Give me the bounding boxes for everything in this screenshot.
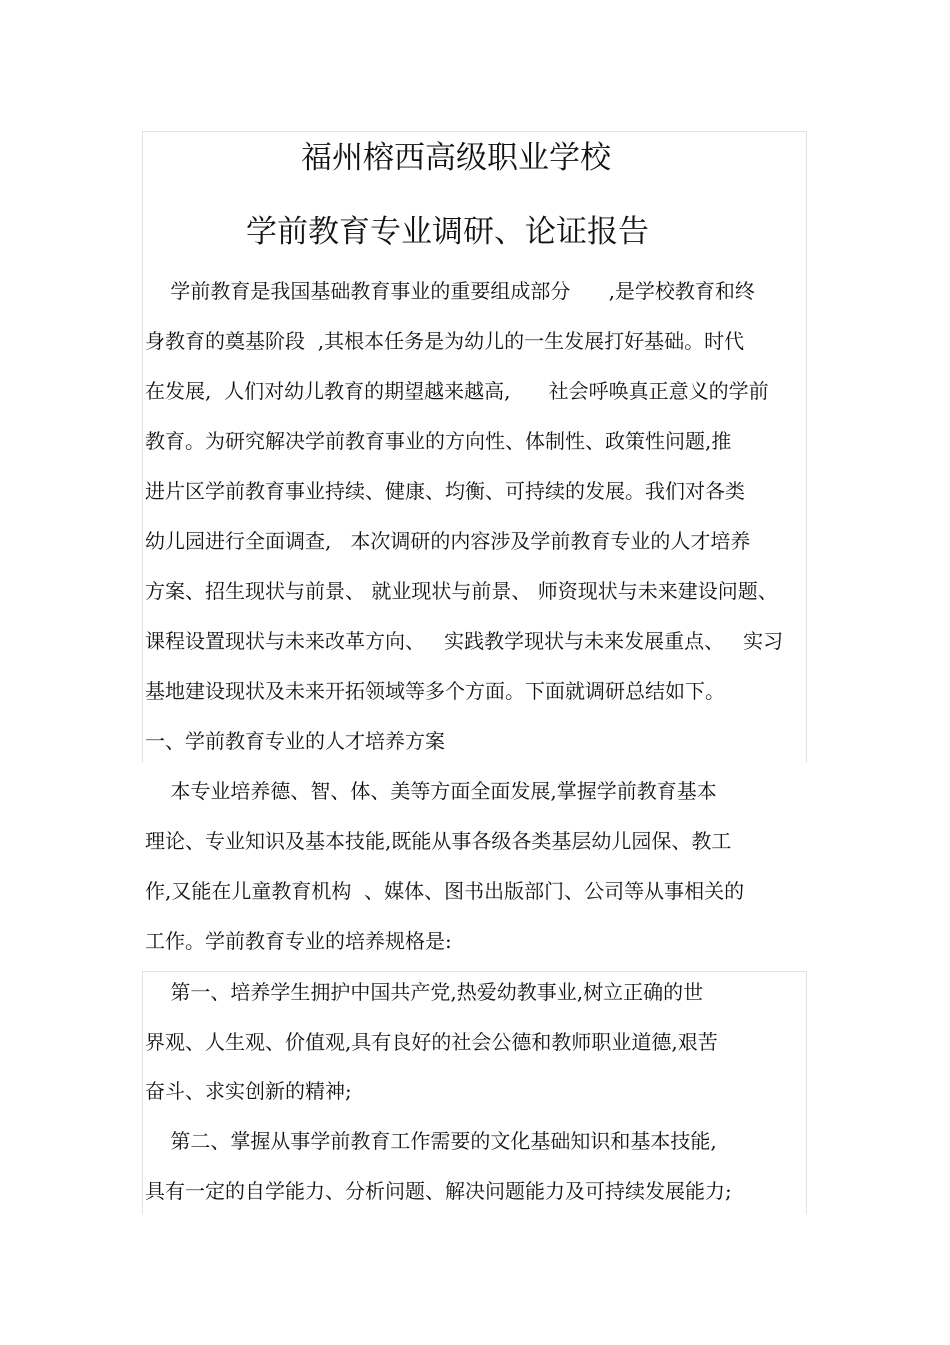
frame-box-left (142, 971, 143, 1214)
text-line: 基地建设现状及未来开拓领域等多个方面。下面就调研总结如下。 (145, 679, 725, 703)
frame-box-top (142, 971, 807, 972)
frame-right-line (806, 131, 807, 763)
text-line: 理论、专业知识及基本技能,既能从事各级各类基层幼儿园保、教工 (145, 829, 732, 853)
text-line: 第二、掌握从事学前教育工作需要的文化基础知识和基本技能, (145, 1129, 717, 1153)
text-line: 在发展, 人们对幼儿教育的期望越来越高, 社会呼唤真正意义的学前 (145, 379, 769, 403)
frame-box-right (806, 971, 807, 1214)
frame-top-line (142, 131, 807, 132)
text-line: 幼儿园进行全面调查, 本次调研的内容涉及学前教育专业的人才培养 (145, 529, 751, 553)
text-line: 方案、招生现状与前景、 就业现状与前景、 师资现状与未来建设问题、 (145, 579, 778, 603)
text-line: 作,又能在儿童教育机构 、媒体、图书出版部门、公司等从事相关的 (145, 879, 745, 903)
text-line: 第一、培养学生拥护中国共产党,热爱幼教事业,树立正确的世 (145, 980, 704, 1004)
text-line: 本专业培养德、智、体、美等方面全面发展,掌握学前教育基本 (145, 779, 717, 803)
text-line: 工作。学前教育专业的培养规格是: (145, 929, 452, 953)
text-line: 界观、人生观、价值观,具有良好的社会公德和教师职业道德,艰苦 (145, 1030, 718, 1054)
text-line: 学前教育是我国基础教育事业的重要组成部分 ,是学校教育和终 (145, 279, 755, 303)
document-title: 福州榕西高级职业学校 (301, 140, 611, 176)
text-line: 教育。为研究解决学前教育事业的方向性、体制性、政策性问题,推 (145, 429, 732, 453)
frame-left-line (142, 131, 143, 763)
text-line: 身教育的奠基阶段 ,其根本任务是为幼儿的一生发展打好基础。时代 (145, 329, 745, 353)
text-line: 奋斗、求实创新的精神; (145, 1079, 352, 1103)
document-subtitle: 学前教育专业调研、论证报告 (246, 214, 649, 250)
text-line: 进片区学前教育事业持续、健康、均衡、可持续的发展。我们对各类 (145, 479, 745, 503)
section-heading: 一、学前教育专业的人才培养方案 (145, 729, 445, 753)
text-line: 具有一定的自学能力、分析问题、解决问题能力及可持续发展能力; (145, 1179, 732, 1203)
text-line: 课程设置现状与未来改革方向、 实践教学现状与未来发展重点、 实习 (145, 629, 784, 653)
